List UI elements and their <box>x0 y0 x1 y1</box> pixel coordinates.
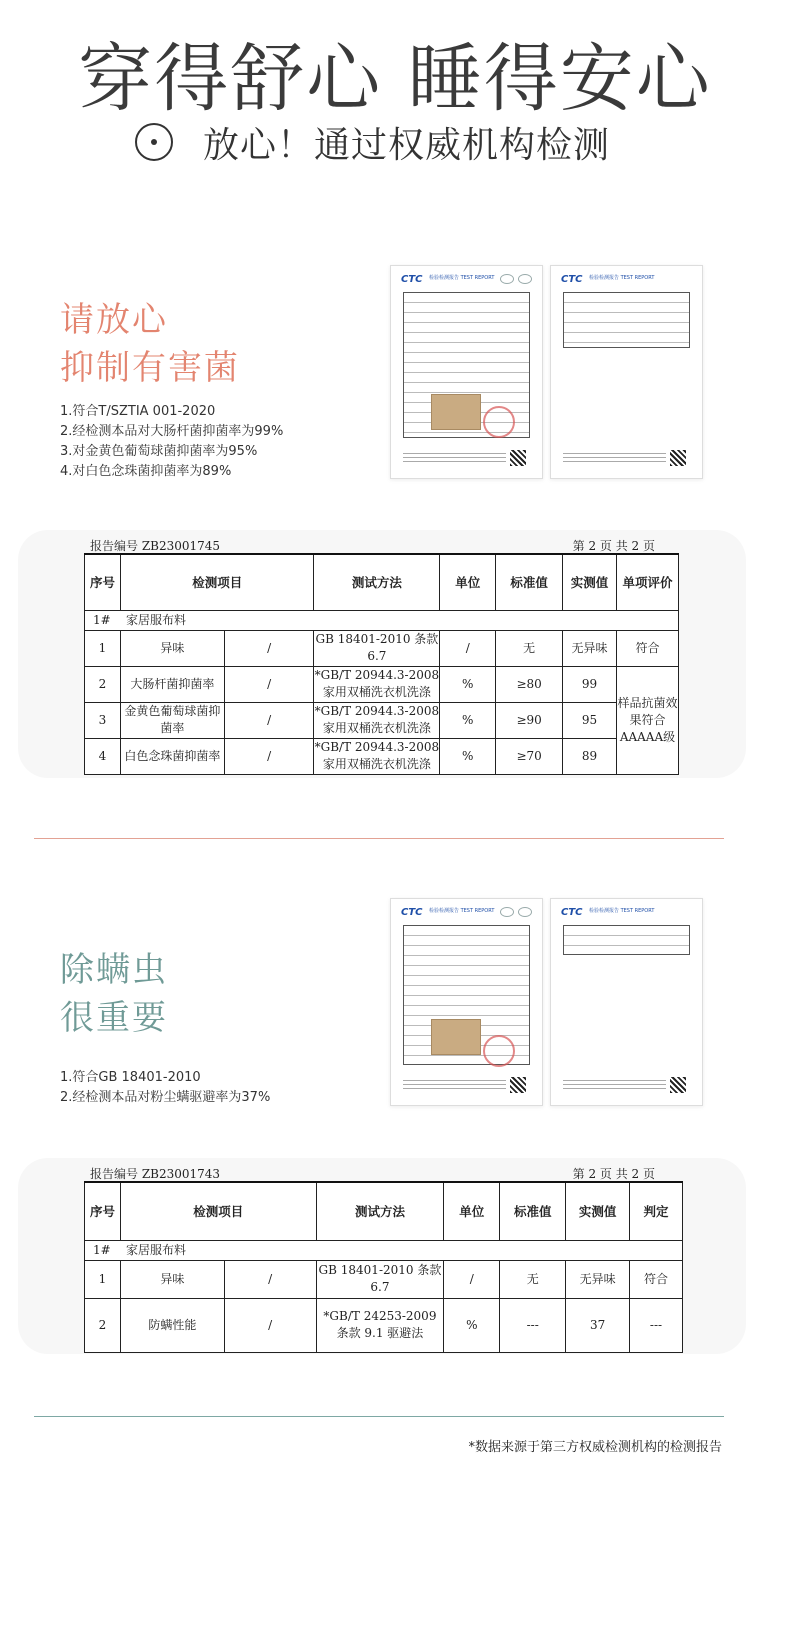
data-source-footnote: *数据来源于第三方权威检测机构的检测报告 <box>468 1440 722 1455</box>
antibacterial-report-table <box>84 553 679 775</box>
certificate-logo-sub: 检验检测报告 TEST REPORT <box>589 908 655 914</box>
ctc-logo: CTC <box>401 274 423 285</box>
certificate-footer <box>563 450 666 464</box>
column-header: 检测项目 <box>120 1182 316 1240</box>
point-item: 1.符合GB 18401-2010 <box>60 1070 201 1085</box>
section2-points <box>60 1068 270 1108</box>
certificate-footer <box>403 1077 506 1091</box>
report-number: 报告编号 ZB23001743 <box>90 1167 221 1181</box>
section1-heading-line2: 抑制有害菌 <box>60 348 240 388</box>
fabric-sample-image <box>431 1019 481 1055</box>
qr-code-icon <box>670 450 686 466</box>
group-cell: 1# 家居服布料 <box>85 1240 683 1260</box>
point-item: 4.对白色念珠菌抑菌率为89% <box>60 464 232 479</box>
certificate-page-2[interactable] <box>550 898 703 1106</box>
table-row: 3 金黄色葡萄球菌抑菌率 / *GB/T 20944.3-2008 家用双桶洗衣机洗涤 % ≥90 95 <box>85 702 679 738</box>
table-header-row <box>85 1182 683 1240</box>
column-header: 单位 <box>444 1182 500 1240</box>
accreditation-badges <box>500 907 532 917</box>
table-group-row <box>85 610 679 630</box>
qr-code-icon <box>510 1077 526 1093</box>
certificate-form <box>563 292 690 348</box>
section2-heading <box>60 946 168 1042</box>
group-cell: 1# 家居服布料 <box>85 610 679 630</box>
certificate-form <box>563 925 690 955</box>
section1-heading-line1: 请放心 <box>60 300 168 340</box>
target-dot-icon <box>135 123 173 161</box>
column-header: 单项评价 <box>616 554 678 610</box>
qr-code-icon <box>670 1077 686 1093</box>
section-divider <box>34 1416 724 1417</box>
certificate-logo-sub: 检验检测报告 TEST REPORT <box>589 275 655 281</box>
merged-evaluation-cell: 样品抗菌效果符合AAAAA级 <box>616 666 678 774</box>
column-header: 标准值 <box>496 554 563 610</box>
certificate-page-1[interactable] <box>390 898 543 1106</box>
section2-heading-line1: 除螨虫 <box>60 950 168 990</box>
column-header: 检测项目 <box>120 554 314 610</box>
point-item: 1.符合T/SZTIA 001-2020 <box>60 404 216 419</box>
column-header: 序号 <box>85 554 121 610</box>
report-page-number: 第 2 页 共 2 页 <box>572 539 655 553</box>
column-header: 判定 <box>630 1182 683 1240</box>
column-header: 序号 <box>85 1182 121 1240</box>
qr-code-icon <box>510 450 526 466</box>
section1-points <box>60 402 283 482</box>
subtitle: 放心！通过权威机构检测 <box>203 124 611 166</box>
ctc-logo: CTC <box>401 907 423 918</box>
certificate-footer <box>403 450 506 464</box>
anti-mite-report-table <box>84 1181 683 1353</box>
subtitle-row <box>135 118 610 166</box>
column-header: 标准值 <box>500 1182 566 1240</box>
certificate-logo-sub: 检验检测报告 TEST REPORT <box>429 275 495 281</box>
official-stamp-icon <box>483 406 515 438</box>
table-row: 4 白色念珠菌抑菌率 / *GB/T 20944.3-2008 家用双桶洗衣机洗涤 % ≥70 89 <box>85 738 679 774</box>
official-stamp-icon <box>483 1035 515 1067</box>
column-header: 实测值 <box>563 554 617 610</box>
certificate-logo-sub: 检验检测报告 TEST REPORT <box>429 908 495 914</box>
table-row: 1 异味 / GB 18401-2010 条款 6.7 / 无 无异味 符合 <box>85 1260 683 1298</box>
section1-heading <box>60 296 240 392</box>
column-header: 单位 <box>440 554 496 610</box>
table-row: 1 异味 / GB 18401-2010 条款 6.7 / 无 无异味 符合 <box>85 630 679 666</box>
table-row: 2 防螨性能 / *GB/T 24253-2009 条款 9.1 驱避法 % --- 37 --- <box>85 1298 683 1352</box>
certificate-page-1[interactable] <box>390 265 543 479</box>
accreditation-badges <box>500 274 532 284</box>
page-title: 穿得舒心 睡得安心 <box>78 36 712 122</box>
column-header: 实测值 <box>566 1182 630 1240</box>
section2-heading-line2: 很重要 <box>60 998 168 1038</box>
fabric-sample-image <box>431 394 481 430</box>
ctc-logo: CTC <box>561 274 583 285</box>
report-page-number: 第 2 页 共 2 页 <box>572 1167 655 1181</box>
table-header-row <box>85 554 679 610</box>
column-header: 测试方法 <box>316 1182 444 1240</box>
report-number: 报告编号 ZB23001745 <box>90 539 221 553</box>
point-item: 2.经检测本品对大肠杆菌抑菌率为99% <box>60 424 284 439</box>
certificate-page-2[interactable] <box>550 265 703 479</box>
certificate-footer <box>563 1077 666 1091</box>
table-group-row <box>85 1240 683 1260</box>
section-divider <box>34 838 724 839</box>
column-header: 测试方法 <box>314 554 440 610</box>
ctc-logo: CTC <box>561 907 583 918</box>
point-item: 2.经检测本品对粉尘螨驱避率为37% <box>60 1090 271 1105</box>
table-row: 2 大肠杆菌抑菌率 / *GB/T 20944.3-2008 家用双桶洗衣机洗涤 % ≥80 99 样品抗菌效果符合AAAAA级 <box>85 666 679 702</box>
point-item: 3.对金黄色葡萄球菌抑菌率为95% <box>60 444 258 459</box>
